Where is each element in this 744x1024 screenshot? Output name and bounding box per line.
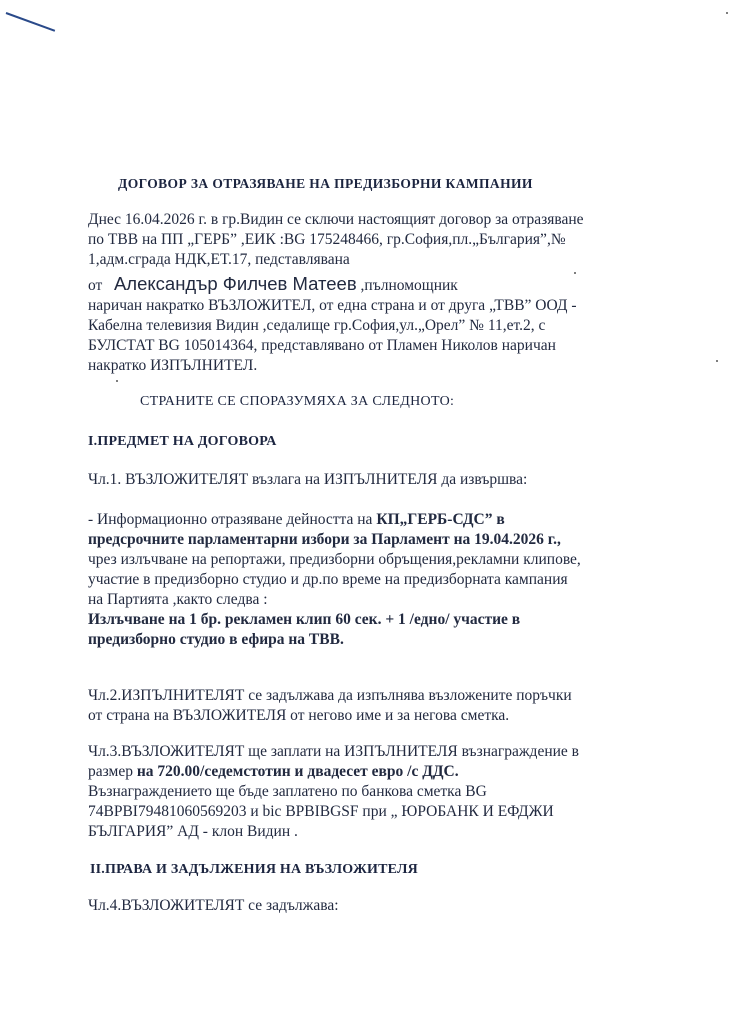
article2-line: от страна на ВЪЗЛОЖИТЕЛЯ от негово име и за негова сметка.	[88, 707, 510, 724]
article2-line: Чл.2.ИЗПЪЛНИТЕЛЯТ се задължава да изпълнява възложените поръчки	[88, 687, 572, 704]
article4: Чл.4.ВЪЗЛОЖИТЕЛЯТ се задължава:	[88, 897, 339, 914]
intro-line: накратко ИЗПЪЛНИТЕЛ.	[88, 357, 258, 374]
representative-name: Александър Филчев Матеев	[113, 273, 357, 294]
article3-line: БЪЛГАРИЯ” АД - клон Видин .	[88, 823, 298, 840]
article3-line: Възнаграждението ще бъде заплатено по банкова сметка BG	[88, 783, 487, 800]
article1: Чл.1. ВЪЗЛОЖИТЕЛЯТ възлага на ИЗПЪЛНИТЕЛЯ да извършва:	[88, 471, 528, 488]
subject-line: Излъчване на 1 бр. рекламен клип 60 сек. + 1 /едно/ участие в	[88, 611, 521, 628]
subject-line: чрез излъчване на репортажи, предизборни обръщения,рекламни клипове,	[88, 551, 581, 568]
intro-prefix: от	[88, 277, 103, 294]
intro-line: по ТВВ на ПП „ГЕРБ” ,ЕИК :BG 175248466, гр.София,пл.„България”,№	[88, 231, 566, 248]
payment-amount: на 720.00/седемстотин и двадесет евро /с ДДС.	[136, 763, 459, 780]
section2-heading: II.ПРАВА И ЗАДЪЛЖЕНИЯ НА ВЪЗЛОЖИТЕЛЯ	[90, 862, 418, 877]
subject-line: на Партията ,както следва :	[88, 591, 268, 608]
intro-suffix: ,пълномощник	[356, 277, 458, 294]
intro-representative-line	[88, 274, 584, 296]
subject-line	[88, 510, 581, 530]
intro-line: Днес 16.04.2026 г. в гр.Видин се сключи настоящият договор за отразяване	[88, 211, 584, 228]
intro-line: 1,адм.сграда НДК,ЕТ.17, педставлявана	[88, 251, 350, 268]
subject-line: участие в предизборно студио и др.по време на предизборната кампания	[88, 571, 568, 588]
scan-speck	[726, 12, 728, 14]
subject-line: предсрочните парламентарни избори за Парламент на 19.04.2026 г.,	[88, 531, 561, 548]
scan-speck	[716, 360, 718, 362]
subject-line: предизборно студио в ефира на ТВВ.	[88, 631, 344, 648]
intro-line: БУЛСТАТ BG 105014364, представлявано от Пламен Николов наричан	[88, 337, 556, 354]
article3-text: размер	[88, 763, 137, 780]
subject-text: - Информационно отразяване дейността на	[88, 511, 377, 528]
pen-stroke-mark	[6, 12, 56, 32]
article2	[88, 686, 572, 726]
intro-paragraph	[88, 210, 584, 376]
party-name: КП„ГЕРБ-СДС” в	[376, 511, 505, 528]
document-title: ДОГОВОР ЗА ОТРАЗЯВАНЕ НА ПРЕДИЗБОРНИ КАМПАНИИ	[118, 176, 533, 191]
agreement-heading: СТРАНИТЕ СЕ СПОРАЗУМЯХА ЗА СЛЕДНОТО:	[140, 394, 455, 409]
intro-line: Кабелна телевизия Видин ,седалище гр.София,ул.„Орел” № 11,ет.2, с	[88, 317, 546, 334]
article3-line: Чл.3.ВЪЗЛОЖИТЕЛЯТ ще заплати на ИЗПЪЛНИТЕЛЯ възнаграждение в	[88, 743, 579, 760]
scan-speck	[574, 272, 576, 274]
article3-line: 74BPBI79481060569203 и bic BPBIBGSF при „ ЮРОБАНК И ЕФДЖИ	[88, 803, 554, 820]
article3	[88, 742, 579, 842]
subject-paragraph	[88, 510, 581, 650]
section1-heading: I.ПРЕДМЕТ НА ДОГОВОРА	[88, 434, 277, 449]
scan-speck	[116, 380, 118, 382]
article3-line	[88, 762, 579, 782]
intro-line: наричан накратко ВЪЗЛОЖИТЕЛ, от една страна и от друга „ТВВ” ООД -	[88, 297, 577, 314]
